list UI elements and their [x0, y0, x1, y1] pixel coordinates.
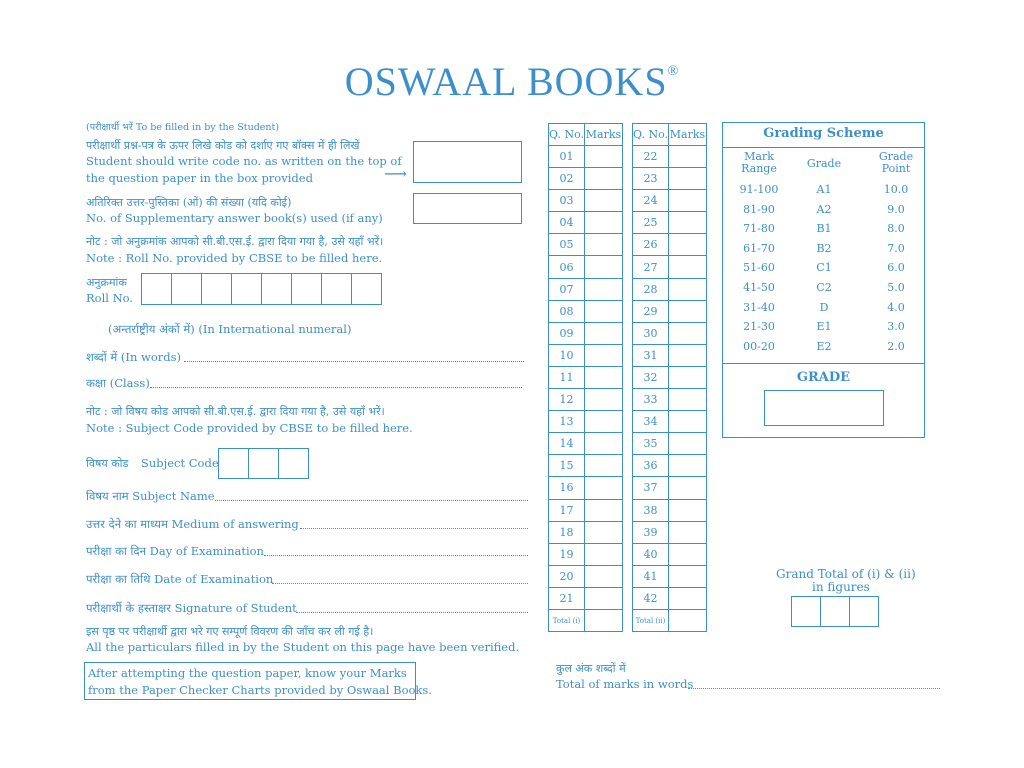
marks-cell[interactable]: [585, 543, 623, 565]
grade-value: C1: [816, 261, 832, 275]
marks-cell[interactable]: [585, 499, 623, 521]
question-number: 09: [549, 322, 585, 344]
marks-cell[interactable]: [585, 389, 623, 411]
student-header: (परीक्षार्थी भरें To be filled in by the Student): [86, 122, 280, 133]
footer-line-2: from the Paper Checker Charts provided by Oswaal Books.: [88, 683, 432, 697]
question-number: 21: [549, 587, 585, 609]
grade-value: A1: [816, 183, 832, 196]
marks-row: [549, 587, 623, 609]
subject-note: Note : Subject Code provided by CBSE to be filled here.: [86, 421, 413, 435]
total-label: Total (ii): [633, 609, 669, 631]
marks-cell[interactable]: [669, 366, 707, 388]
marks-cell[interactable]: [669, 521, 707, 543]
marks-row: [549, 256, 623, 278]
question-number: 16: [549, 477, 585, 499]
grade-point: 8.0: [887, 222, 905, 236]
total-words-label: Total of marks in words: [556, 677, 694, 691]
question-number: 24: [633, 190, 669, 212]
qno-header: Q. No.: [633, 124, 669, 146]
question-number: 42: [633, 587, 669, 609]
question-number: 01: [549, 146, 585, 168]
marks-row: [633, 168, 707, 190]
supplementary-label-hindi: अतिरिक्त उत्तर-पुस्तिका (ओं) की संख्या (यदि कोई): [86, 196, 292, 209]
roll-note-hindi: नोट : जो अनुक्रमांक आपको सी.बी.एस.ई. द्वारा दिया गया है, उसे यहाँ भरें।: [86, 235, 384, 248]
question-number: 32: [633, 366, 669, 388]
marks-row: [633, 344, 707, 366]
grade-value: C2: [816, 281, 832, 294]
exam-day-label: परीक्षा का दिन Day of Examination: [86, 544, 264, 558]
marks-cell[interactable]: [669, 455, 707, 477]
grand-total-digit-box[interactable]: [849, 596, 879, 627]
grading-title: Grading Scheme: [723, 123, 924, 148]
grade-point: 2.0: [887, 339, 905, 353]
exam-date-label: परीक्षा का तिथि Date of Examination: [86, 572, 274, 586]
question-number: 19: [549, 543, 585, 565]
marks-cell[interactable]: [585, 433, 623, 455]
question-number: 15: [549, 455, 585, 477]
international-numeral-label: (अन्तर्राष्ट्रीय अंकों में) (In International numeral): [108, 322, 352, 336]
marks-row: [549, 300, 623, 322]
roll-digit-box[interactable]: [351, 273, 382, 305]
marks-row: [633, 234, 707, 256]
mark-range: 00-20: [743, 339, 775, 353]
brand-title: [0, 58, 1024, 105]
marks-row: [549, 146, 623, 168]
roll-note: Note : Roll No. provided by CBSE to be filled here.: [86, 251, 383, 265]
class-field[interactable]: [150, 387, 522, 388]
marks-row: [633, 543, 707, 565]
subject-note-hindi: नोट : जो विषय कोड आपको सी.बी.एस.ई. द्वारा दिया गया है, उसे यहाँ भरें।: [86, 405, 385, 418]
grand-total-digit-box[interactable]: [820, 596, 850, 627]
question-number: 08: [549, 300, 585, 322]
marks-row: [549, 499, 623, 521]
marks-cell[interactable]: [669, 322, 707, 344]
marks-cell[interactable]: [585, 212, 623, 234]
marks-cell[interactable]: [669, 278, 707, 300]
marks-row: [549, 278, 623, 300]
question-number: 40: [633, 543, 669, 565]
question-number: 18: [549, 521, 585, 543]
code-instruction-line2: the question paper in the box provided: [86, 171, 313, 185]
exam-date-field[interactable]: [272, 583, 528, 584]
grand-total-digit-box[interactable]: [791, 596, 821, 627]
marks-row: [549, 234, 623, 256]
roll-digit-box[interactable]: [261, 273, 292, 305]
grand-total-boxes: [792, 596, 879, 627]
question-number: 20: [549, 565, 585, 587]
marks-row: [633, 389, 707, 411]
question-number: 02: [549, 168, 585, 190]
subject-code-label-hindi: विषय कोड: [86, 457, 129, 470]
marks-row: [633, 433, 707, 455]
grand-total-sublabel: in figures: [812, 580, 870, 594]
grade-point: 7.0: [887, 241, 905, 255]
question-number: 11: [549, 366, 585, 388]
question-number: 06: [549, 256, 585, 278]
marks-cell[interactable]: [669, 499, 707, 521]
marks-row: [549, 477, 623, 499]
grade-value: E2: [816, 339, 832, 353]
roll-digit-box[interactable]: [141, 273, 172, 305]
mark-range: 61-70: [743, 241, 775, 255]
marks-cell[interactable]: [669, 146, 707, 168]
supplementary-label: No. of Supplementary answer book(s) used (if any): [86, 211, 383, 225]
mark-range: 31-40: [743, 300, 775, 314]
question-number: 13: [549, 411, 585, 433]
total-row: [633, 609, 707, 631]
class-label: कक्षा (Class): [86, 376, 150, 390]
total-label: Total (i): [549, 609, 585, 631]
marks-row: [549, 190, 623, 212]
marks-row: [633, 565, 707, 587]
marks-row: [549, 433, 623, 455]
grade-label: GRADE: [796, 370, 851, 385]
marks-cell[interactable]: [585, 300, 623, 322]
total-row: [549, 609, 623, 631]
marks-cell[interactable]: [585, 146, 623, 168]
marks-row: [633, 521, 707, 543]
marks-cell[interactable]: [669, 565, 707, 587]
grade-value: D: [819, 300, 829, 314]
roll-digit-box[interactable]: [171, 273, 202, 305]
marks-row: [549, 212, 623, 234]
signature-field[interactable]: [296, 612, 528, 613]
subject-code-label: Subject Code: [141, 456, 219, 470]
marks-row: [549, 366, 623, 388]
question-number: 03: [549, 190, 585, 212]
grade-point: 6.0: [887, 261, 905, 275]
grading-scheme-panel: [722, 122, 925, 438]
grade-point: 9.0: [887, 202, 905, 216]
marks-row: [633, 477, 707, 499]
marks-cell[interactable]: [585, 234, 623, 256]
grade-point: 5.0: [887, 281, 905, 294]
question-number: 25: [633, 212, 669, 234]
marks-cell[interactable]: [585, 587, 623, 609]
marks-table-left: [548, 123, 623, 632]
grade-point: 3.0: [887, 320, 905, 334]
marks-row: [633, 146, 707, 168]
marks-cell[interactable]: [585, 256, 623, 278]
exam-day-field[interactable]: [264, 555, 528, 556]
marks-cell[interactable]: [585, 565, 623, 587]
marks-cell[interactable]: [585, 366, 623, 388]
marks-cell[interactable]: [669, 168, 707, 190]
marks-cell[interactable]: [669, 389, 707, 411]
question-number: 28: [633, 278, 669, 300]
subject-code-box[interactable]: [218, 448, 249, 479]
grade-point: 10.0: [883, 183, 909, 196]
roll-label: Roll No.: [86, 291, 134, 305]
arrow-right-icon: ⟶: [384, 164, 407, 183]
subject-code-box[interactable]: [248, 448, 279, 479]
marks-cell[interactable]: [669, 344, 707, 366]
subject-code-box[interactable]: [278, 448, 309, 479]
marks-table-right: [632, 123, 707, 632]
question-number: 39: [633, 521, 669, 543]
code-instruction-line1: Student should write code no. as written on the top of: [86, 154, 402, 168]
marks-row: [633, 278, 707, 300]
code-instruction-hindi: परीक्षार्थी प्रश्न-पत्र के ऊपर लिखे कोड को दर्शाए गए बॉक्स में ही लिखें: [86, 139, 360, 152]
marks-row: [549, 411, 623, 433]
roll-digit-box[interactable]: [291, 273, 322, 305]
marks-cell[interactable]: [585, 168, 623, 190]
total-words-label-hindi: कुल अंक शब्दों में: [556, 662, 626, 675]
signature-label: परीक्षार्थी के हस्ताक्षर Signature of Student: [86, 601, 297, 615]
question-number: 31: [633, 344, 669, 366]
marks-cell[interactable]: [585, 455, 623, 477]
grading-divider: [723, 363, 924, 364]
grade-box[interactable]: [764, 390, 884, 426]
marks-cell[interactable]: [669, 587, 707, 609]
marks-cell[interactable]: [669, 212, 707, 234]
question-number: 22: [633, 146, 669, 168]
subject-name-field[interactable]: [215, 500, 528, 501]
marks-row: [549, 565, 623, 587]
marks-cell[interactable]: [669, 411, 707, 433]
oswaal-footer-box: [84, 662, 432, 700]
grade-value: B1: [816, 222, 832, 236]
marks-row: [633, 212, 707, 234]
question-number: 17: [549, 499, 585, 521]
marks-header: Marks: [585, 124, 623, 146]
question-number: 29: [633, 300, 669, 322]
supplementary-count-box[interactable]: [413, 193, 522, 224]
grade-value: A2: [816, 202, 832, 216]
grade-value: B2: [816, 241, 832, 255]
marks-row: [633, 256, 707, 278]
mark-range: 71-80: [743, 222, 775, 236]
mark-range: 51-60: [743, 261, 775, 275]
qno-header: Q. No.: [549, 124, 585, 146]
mark-range-header: Mark Range: [741, 150, 777, 175]
question-number: 07: [549, 278, 585, 300]
footer-line-1: After attempting the question paper, know your Marks: [88, 666, 407, 680]
marks-cell[interactable]: [585, 322, 623, 344]
marks-cell[interactable]: [669, 477, 707, 499]
in-words-field[interactable]: [184, 361, 524, 362]
marks-row: [633, 190, 707, 212]
total-marks-cell[interactable]: [585, 609, 623, 631]
roll-number-boxes: [142, 273, 382, 305]
question-number: 14: [549, 433, 585, 455]
marks-row: [549, 389, 623, 411]
question-number: 05: [549, 234, 585, 256]
marks-row: [633, 499, 707, 521]
roll-digit-box[interactable]: [231, 273, 262, 305]
roll-digit-box[interactable]: [201, 273, 232, 305]
marks-row: [549, 322, 623, 344]
question-number: 38: [633, 499, 669, 521]
verification-text: All the particulars filled in by the Student on this page have been verified.: [86, 640, 520, 654]
subject-name-label: विषय नाम Subject Name: [86, 489, 215, 503]
brand-name: OSWAAL BOOKS: [344, 59, 668, 104]
total-words-field[interactable]: [688, 688, 940, 689]
subject-code-boxes: [219, 448, 309, 479]
grade-header: Grade: [806, 157, 842, 170]
grand-total-label: Grand Total of (i) & (ii): [776, 567, 916, 581]
grade-point-header: Grade Point: [878, 150, 914, 175]
question-number: 36: [633, 455, 669, 477]
marks-row: [549, 521, 623, 543]
marks-row: [633, 411, 707, 433]
question-number: 35: [633, 433, 669, 455]
mark-range: 21-30: [743, 320, 775, 334]
marks-cell[interactable]: [585, 278, 623, 300]
marks-cell[interactable]: [585, 521, 623, 543]
marks-row: [549, 168, 623, 190]
marks-header: Marks: [669, 124, 707, 146]
registered-mark: ®: [667, 64, 680, 79]
question-number: 12: [549, 389, 585, 411]
marks-row: [549, 543, 623, 565]
marks-row: [549, 344, 623, 366]
verification-hindi: इस पृष्ठ पर परीक्षार्थी द्वारा भरे गए सम्पूर्ण विवरण की जाँच कर ली गई है।: [86, 625, 374, 638]
medium-label: उत्तर देने का माध्यम Medium of answering: [86, 517, 299, 531]
question-number: 37: [633, 477, 669, 499]
marks-cell[interactable]: [669, 433, 707, 455]
marks-cell[interactable]: [669, 300, 707, 322]
question-number: 27: [633, 256, 669, 278]
medium-field[interactable]: [300, 528, 528, 529]
marks-cell[interactable]: [669, 543, 707, 565]
question-number: 34: [633, 411, 669, 433]
total-marks-cell[interactable]: [669, 609, 707, 631]
mark-range: 81-90: [743, 202, 775, 216]
grade-point: 4.0: [887, 300, 905, 314]
in-words-label: शब्दों में (In words): [86, 350, 182, 364]
question-number: 10: [549, 344, 585, 366]
marks-row: [633, 322, 707, 344]
question-number: 30: [633, 322, 669, 344]
question-number: 26: [633, 234, 669, 256]
roll-digit-box[interactable]: [321, 273, 352, 305]
marks-row: [633, 587, 707, 609]
marks-row: [633, 455, 707, 477]
marks-row: [549, 455, 623, 477]
question-number: 33: [633, 389, 669, 411]
roll-label-hindi: अनुक्रमांक: [86, 276, 127, 289]
marks-cell[interactable]: [669, 190, 707, 212]
marks-cell[interactable]: [669, 234, 707, 256]
marks-cell[interactable]: [669, 256, 707, 278]
marks-cell[interactable]: [585, 411, 623, 433]
question-number: 41: [633, 565, 669, 587]
question-code-box[interactable]: [413, 141, 522, 183]
question-number: 23: [633, 168, 669, 190]
marks-row: [633, 300, 707, 322]
marks-cell[interactable]: [585, 190, 623, 212]
question-number: 04: [549, 212, 585, 234]
grade-value: E1: [816, 320, 832, 334]
marks-cell[interactable]: [585, 344, 623, 366]
mark-range: 91-100: [739, 183, 779, 196]
marks-cell[interactable]: [585, 477, 623, 499]
mark-range: 41-50: [743, 281, 775, 294]
marks-row: [633, 366, 707, 388]
